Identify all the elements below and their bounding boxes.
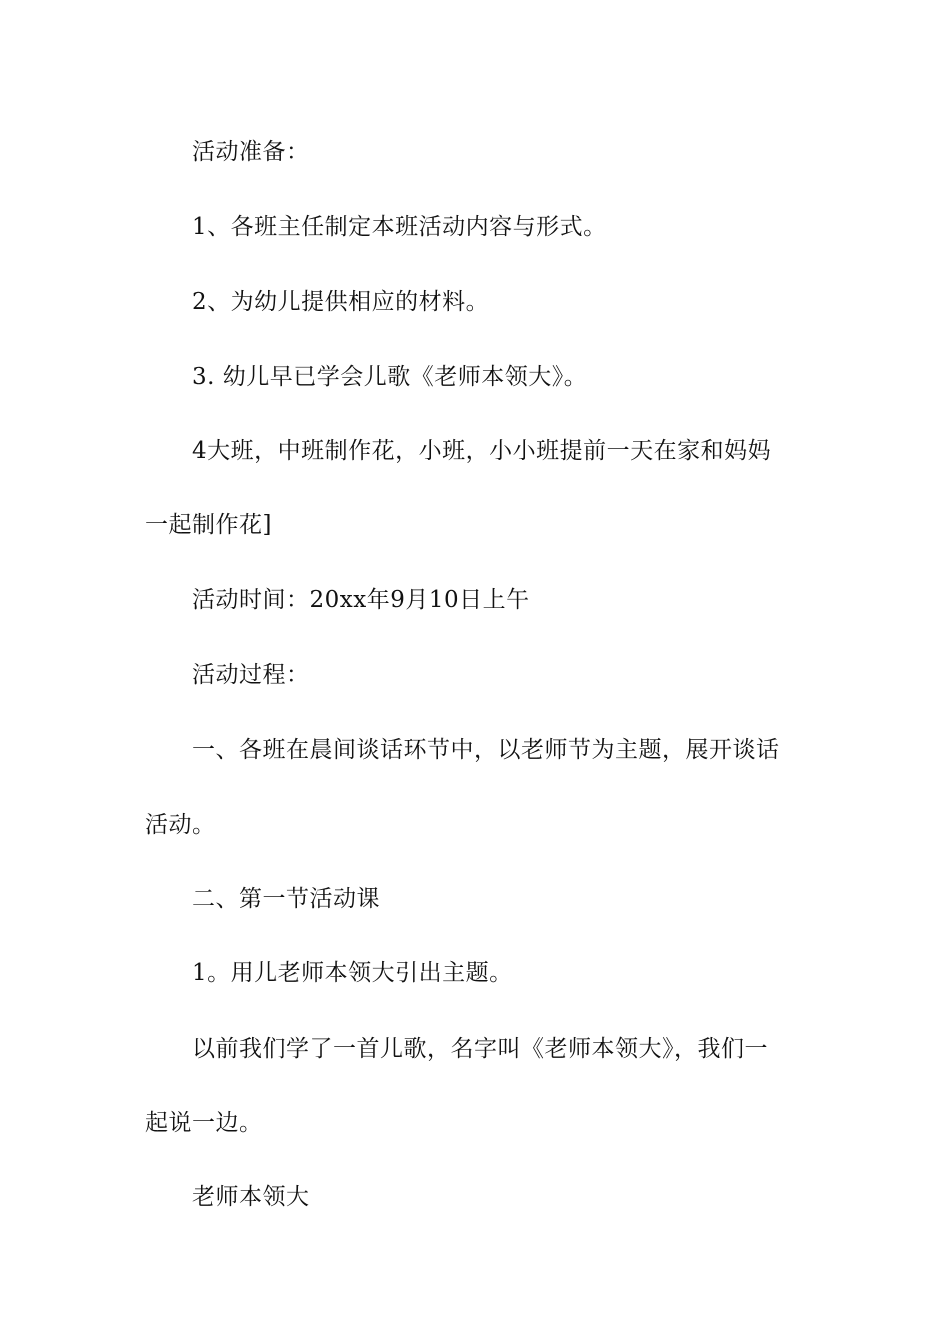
section-heading-process: 活动过程：: [192, 662, 310, 688]
paragraph-activity-time: 活动时间：20xx年9月10日上午: [192, 587, 530, 613]
paragraph-prep-item-1: 1、各班主任制定本班活动内容与形式。: [192, 214, 607, 240]
paragraph-lesson-intro: 以前我们学了一首儿歌，名字叫《老师本领大》，我们一: [192, 1036, 768, 1062]
paragraph-process-step-1: 一、各班在晨间谈话环节中，以老师节为主题，展开谈话: [192, 737, 780, 763]
paragraph-prep-item-2: 2、为幼儿提供相应的材料。: [192, 289, 490, 315]
song-title: 老师本领大: [192, 1184, 310, 1210]
paragraph-prep-item-4-continued: 一起制作花]: [145, 512, 272, 538]
paragraph-lesson-item-1: 1。用儿老师本领大引出主题。: [192, 960, 513, 986]
section-heading-preparation: 活动准备：: [192, 139, 310, 165]
paragraph-process-step-2: 二、第一节活动课: [192, 886, 380, 912]
paragraph-lesson-intro-continued: 起说一边。: [145, 1110, 263, 1136]
paragraph-process-step-1-continued: 活动。: [145, 812, 216, 838]
paragraph-prep-item-3: 3. 幼儿早已学会儿歌《老师本领大》。: [192, 364, 588, 390]
paragraph-prep-item-4: 4大班，中班制作花，小班，小小班提前一天在家和妈妈: [192, 438, 772, 464]
